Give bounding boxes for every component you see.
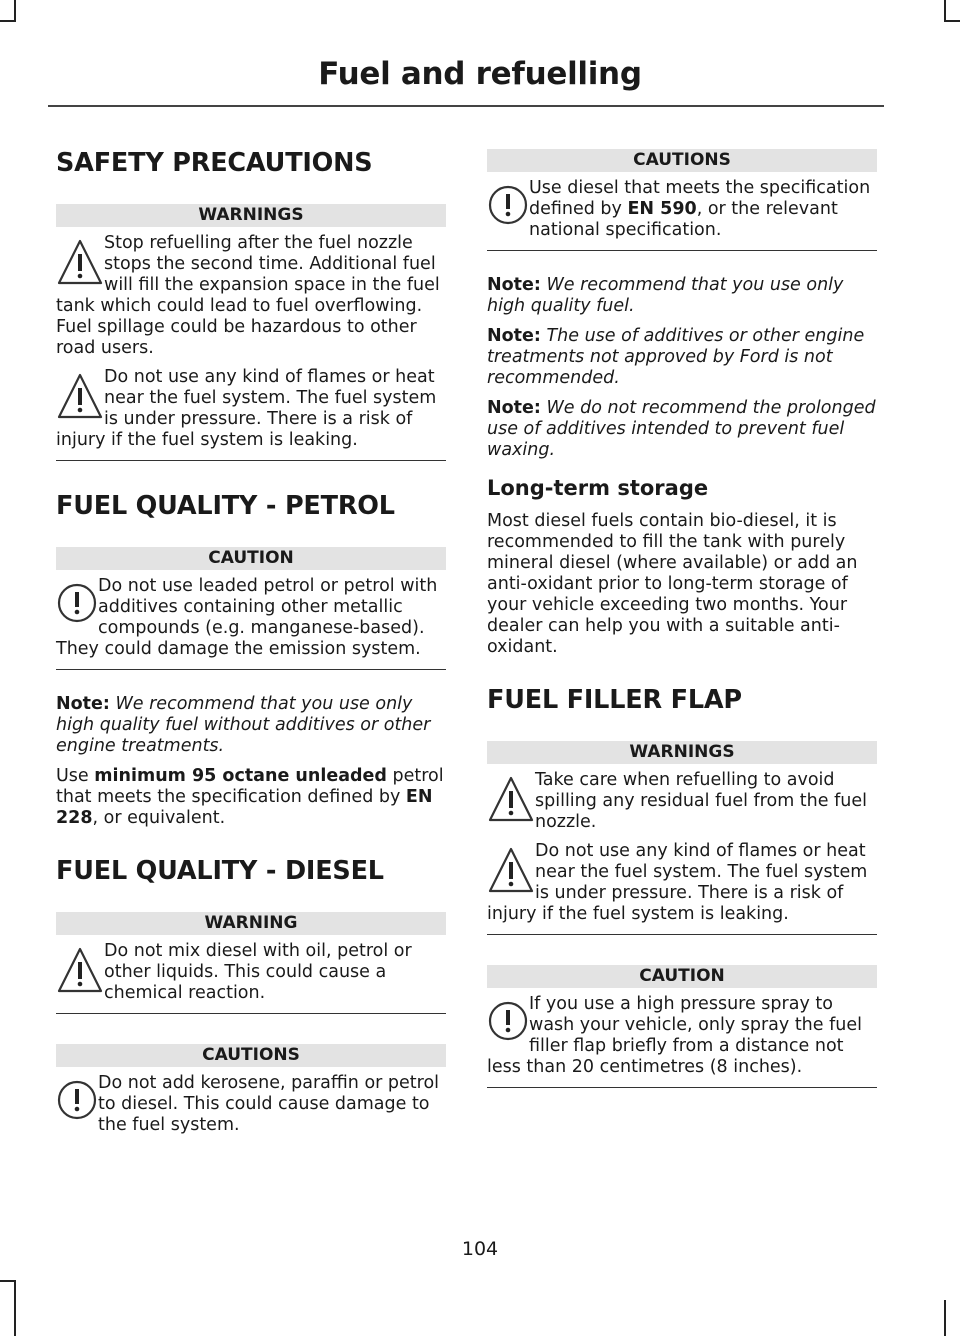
note-text: The use of additives or other engine treatments not approved by Ford is not recommended. (487, 326, 865, 388)
caution-band: CAUTION (56, 547, 446, 570)
note-text: We recommend that you use only high quality fuel without additives or other engine treatments. (56, 694, 431, 756)
page-number: 104 (461, 1238, 499, 1260)
warning-item (56, 233, 446, 359)
warning-block (56, 912, 446, 1014)
caution-text: Do not add kerosene, paraffin or petrol to diesel. This could cause damage to the fuel system. (98, 1073, 440, 1135)
octane-paragraph (56, 766, 446, 829)
subsection-heading-storage: Long-term storage (487, 476, 709, 500)
caution-block (487, 965, 877, 1088)
warning-text: Do not use any kind of flames or heat near the fuel system. The fuel system is under pressure. There is a risk of injury if the fuel system is leaking. (487, 841, 868, 924)
note-text: We recommend that you use only high quality fuel. (487, 275, 844, 316)
crop-mark (0, 20, 16, 22)
crop-mark (14, 0, 16, 22)
caution-circle-icon (56, 1077, 98, 1123)
crop-mark (0, 1280, 16, 1282)
warning-text: Stop refuelling after the fuel nozzle stops the second time. Additional fuel will fill the expansion space in the fuel tank which could lead to fuel overflowing. Fuel spillage could be hazardous to other road users. (56, 233, 440, 358)
crop-mark (944, 20, 960, 22)
caution-item (56, 1073, 446, 1136)
right-column (487, 149, 877, 1118)
text-run: Use diesel that meets the specification defined by (529, 178, 871, 219)
cautions-band: CAUTIONS (56, 1044, 446, 1067)
text-run: Use (56, 766, 95, 786)
header-divider (48, 105, 884, 107)
caution-band: CAUTION (487, 965, 877, 988)
caution-circle-icon (56, 580, 98, 626)
note-label: Note: (56, 694, 110, 714)
caution-text: Do not use leaded petrol or petrol with additives containing other metallic compounds (e.g. manganese-based). They could damage the emission system. (56, 576, 438, 659)
warning-triangle-icon (56, 369, 104, 423)
note-paragraph (56, 694, 446, 757)
warning-band: WARNING (56, 912, 446, 935)
cautions-block (56, 1044, 446, 1136)
cautions-block (487, 149, 877, 251)
text-run: petrol that meets the specification defined by (56, 766, 444, 807)
page-title: Fuel and refuelling (318, 56, 642, 92)
warning-triangle-icon (56, 943, 104, 997)
warnings-band: WARNINGS (487, 741, 877, 764)
caution-item (487, 994, 877, 1078)
crop-mark (944, 1300, 946, 1336)
warnings-block (487, 741, 877, 935)
warning-triangle-icon (487, 772, 535, 826)
warning-text: Take care when refuelling to avoid spilling any residual fuel from the fuel nozzle. (535, 770, 867, 832)
text-run: , or equivalent. (92, 808, 226, 828)
cautions-band: CAUTIONS (487, 149, 877, 172)
warnings-block (56, 204, 446, 461)
octane-requirement: minimum 95 octane unleaded (94, 766, 387, 786)
standard-code: EN 228 (56, 787, 433, 828)
note-label: Note: (487, 398, 541, 418)
warning-triangle-icon (56, 235, 104, 289)
note-label: Note: (487, 275, 541, 295)
note-paragraph (487, 275, 877, 317)
crop-mark (944, 0, 946, 22)
section-heading-filler-flap: FUEL FILLER FLAP (487, 685, 742, 715)
warning-item (487, 770, 877, 833)
warnings-band: WARNINGS (56, 204, 446, 227)
section-heading-petrol: FUEL QUALITY - PETROL (56, 491, 395, 521)
caution-block (56, 547, 446, 670)
warning-item (56, 367, 446, 451)
note-paragraph (487, 398, 877, 461)
left-column (56, 148, 446, 1136)
note-paragraph (487, 326, 877, 389)
warning-item (487, 841, 877, 925)
caution-text: If you use a high pressure spray to wash your vehicle, only spray the fuel filler flap briefly from a distance not less than 20 centimetres (8 inches). (487, 994, 862, 1077)
storage-paragraph: Most diesel fuels contain bio-diesel, it is recommended to fill the tank with purely mineral diesel (where available) or add an anti-oxidant prior to long-term storage of your vehicle exceeding two months. Your dealer can help you with a suitable anti-oxidant. (487, 511, 858, 657)
text-run: , or the relevant national specification. (529, 199, 838, 240)
warning-text: Do not use any kind of flames or heat near the fuel system. The fuel system is under pressure. There is a risk of injury if the fuel system is leaking. (56, 367, 437, 450)
warning-text: Do not mix diesel with oil, petrol or other liquids. This could cause a chemical reaction. (104, 941, 412, 1003)
caution-circle-icon (487, 998, 529, 1044)
caution-item (56, 576, 446, 660)
note-text: We do not recommend the prolonged use of additives intended to prevent fuel waxing. (487, 398, 876, 460)
note-label: Note: (487, 326, 541, 346)
caution-circle-icon (487, 182, 529, 228)
warning-triangle-icon (487, 843, 535, 897)
warning-item (56, 941, 446, 1004)
caution-item (487, 178, 877, 241)
crop-mark (14, 1280, 16, 1336)
standard-code: EN 590 (627, 199, 697, 219)
section-heading-safety: SAFETY PRECAUTIONS (56, 148, 373, 178)
section-heading-diesel: FUEL QUALITY - DIESEL (56, 856, 384, 886)
